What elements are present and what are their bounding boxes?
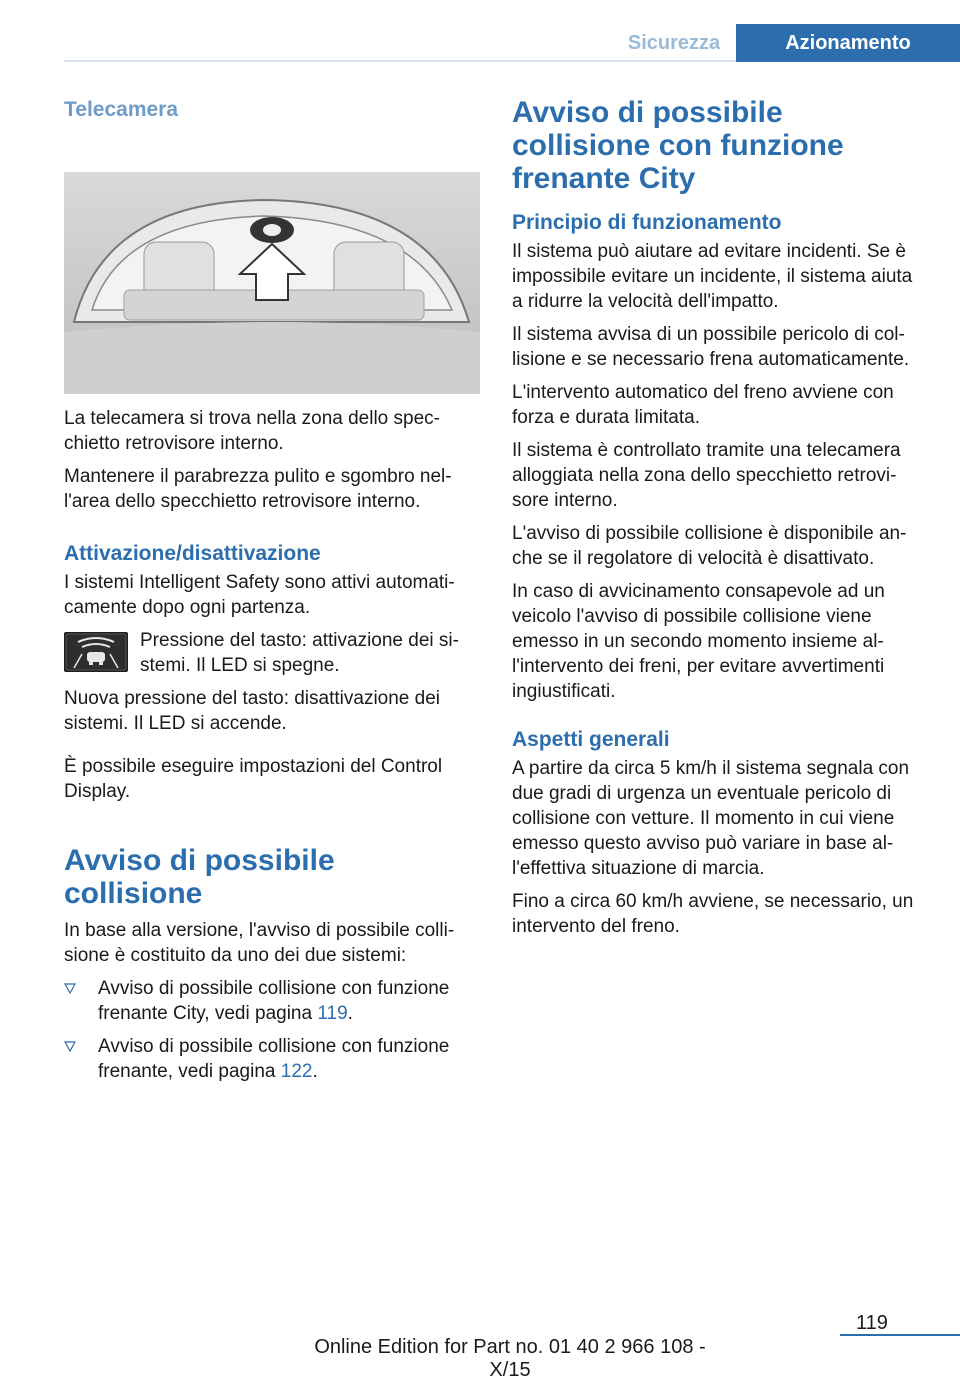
header-section-tab[interactable]: Sicurezza xyxy=(627,32,721,54)
principle-heading: Principio di funzionamento xyxy=(512,211,782,234)
activation-heading: Attivazione/disattivazione xyxy=(64,542,321,565)
list-item-suffix: . xyxy=(312,1061,318,1082)
general-paragraph: Fino a circa 60 km/h avviene, se necessario, un intervento del freno. xyxy=(512,891,914,937)
list-item xyxy=(64,1034,480,1084)
button-description xyxy=(64,628,480,678)
principle-paragraph: L'avviso di possibile collisione è disponibile an-che se il regolatore di velocità è disattivato. xyxy=(512,523,907,569)
header-chapter-tab[interactable]: Azionamento xyxy=(736,24,960,62)
triangle-bullet-icon xyxy=(64,983,76,995)
system-list xyxy=(64,976,480,1084)
intelligent-safety-button-icon xyxy=(64,632,128,672)
left-column xyxy=(64,96,480,1092)
principle-paragraph: Il sistema avvisa di un possibile pericolo di col-lisione e se necessario frena automaticamente. xyxy=(512,324,910,370)
list-item-text: Avviso di possibile collisione con funzione frenante City, vedi pagina xyxy=(98,978,450,1024)
warning-heading: Avviso di possibile collisione xyxy=(64,844,335,910)
principle-paragraph: In caso di avvicinamento consapevole ad un veicolo l'avviso di possibile collisione viene emesso in un secondo momento insieme al-l'intervento dei freni, per evitare avvertimenti ingiustificati. xyxy=(512,581,885,702)
page-number: 119 xyxy=(856,1312,888,1334)
activation-paragraph-1: I sistemi Intelligent Safety sono attivi automati-camente dopo ogni partenza. xyxy=(64,572,455,618)
list-item-text: Avviso di possibile collisione con funzione frenante, vedi pagina xyxy=(98,1036,450,1082)
city-brake-heading: Avviso di possibile collisione con funzione frenante City xyxy=(512,96,844,195)
list-item xyxy=(64,976,480,1026)
edition-note: Online Edition for Part no. 01 40 2 966 108 - X/15 xyxy=(314,1336,706,1381)
button-text: Pressione del tasto: attivazione dei si-stemi. Il LED si spegne. xyxy=(140,630,459,676)
activation-paragraph-3: È possibile eseguire impostazioni del Control Display. xyxy=(64,756,443,802)
right-column xyxy=(512,96,928,947)
activation-paragraph-2: Nuova pressione del tasto: disattivazione dei sistemi. Il LED si accende. xyxy=(64,688,441,734)
general-paragraph: A partire da circa 5 km/h il sistema segnala con due gradi di urgenza un eventuale pericolo di collisione con vetture. Il momento in cui viene emesso questo avviso può variare in base al-l'effettiva situazione di marcia. xyxy=(512,758,910,879)
triangle-bullet-icon xyxy=(64,1041,76,1053)
principle-paragraph: L'intervento automatico del freno avviene con forza e durata limitata. xyxy=(512,382,894,428)
page-link[interactable]: 122 xyxy=(280,1061,313,1082)
camera-paragraph-1: La telecamera si trova nella zona dello spec-chietto retrovisore interno. xyxy=(64,408,440,454)
warning-paragraph: In base alla versione, l'avviso di possibile colli-sione è costituito da uno dei due sistemi: xyxy=(64,920,455,966)
camera-paragraph-2: Mantenere il parabrezza pulito e sgombro nel-l'area dello specchietto retrovisore interno. xyxy=(64,466,452,512)
principle-paragraph: Il sistema è controllato tramite una telecamera alloggiata nella zona dello specchietto retrovi-sore interno. xyxy=(512,440,901,511)
footer-rule xyxy=(840,1334,960,1336)
principle-paragraph: Il sistema può aiutare ad evitare incidenti. Se è impossibile evitare un incidente, il sistema aiuta a ridurre la velocità dell'impatto. xyxy=(512,241,913,312)
camera-heading: Telecamera xyxy=(64,98,179,121)
page-link[interactable]: 119 xyxy=(317,1003,348,1024)
rear-window-camera-illustration xyxy=(64,172,480,394)
list-item-suffix: . xyxy=(347,1003,353,1024)
general-heading: Aspetti generali xyxy=(512,728,670,751)
